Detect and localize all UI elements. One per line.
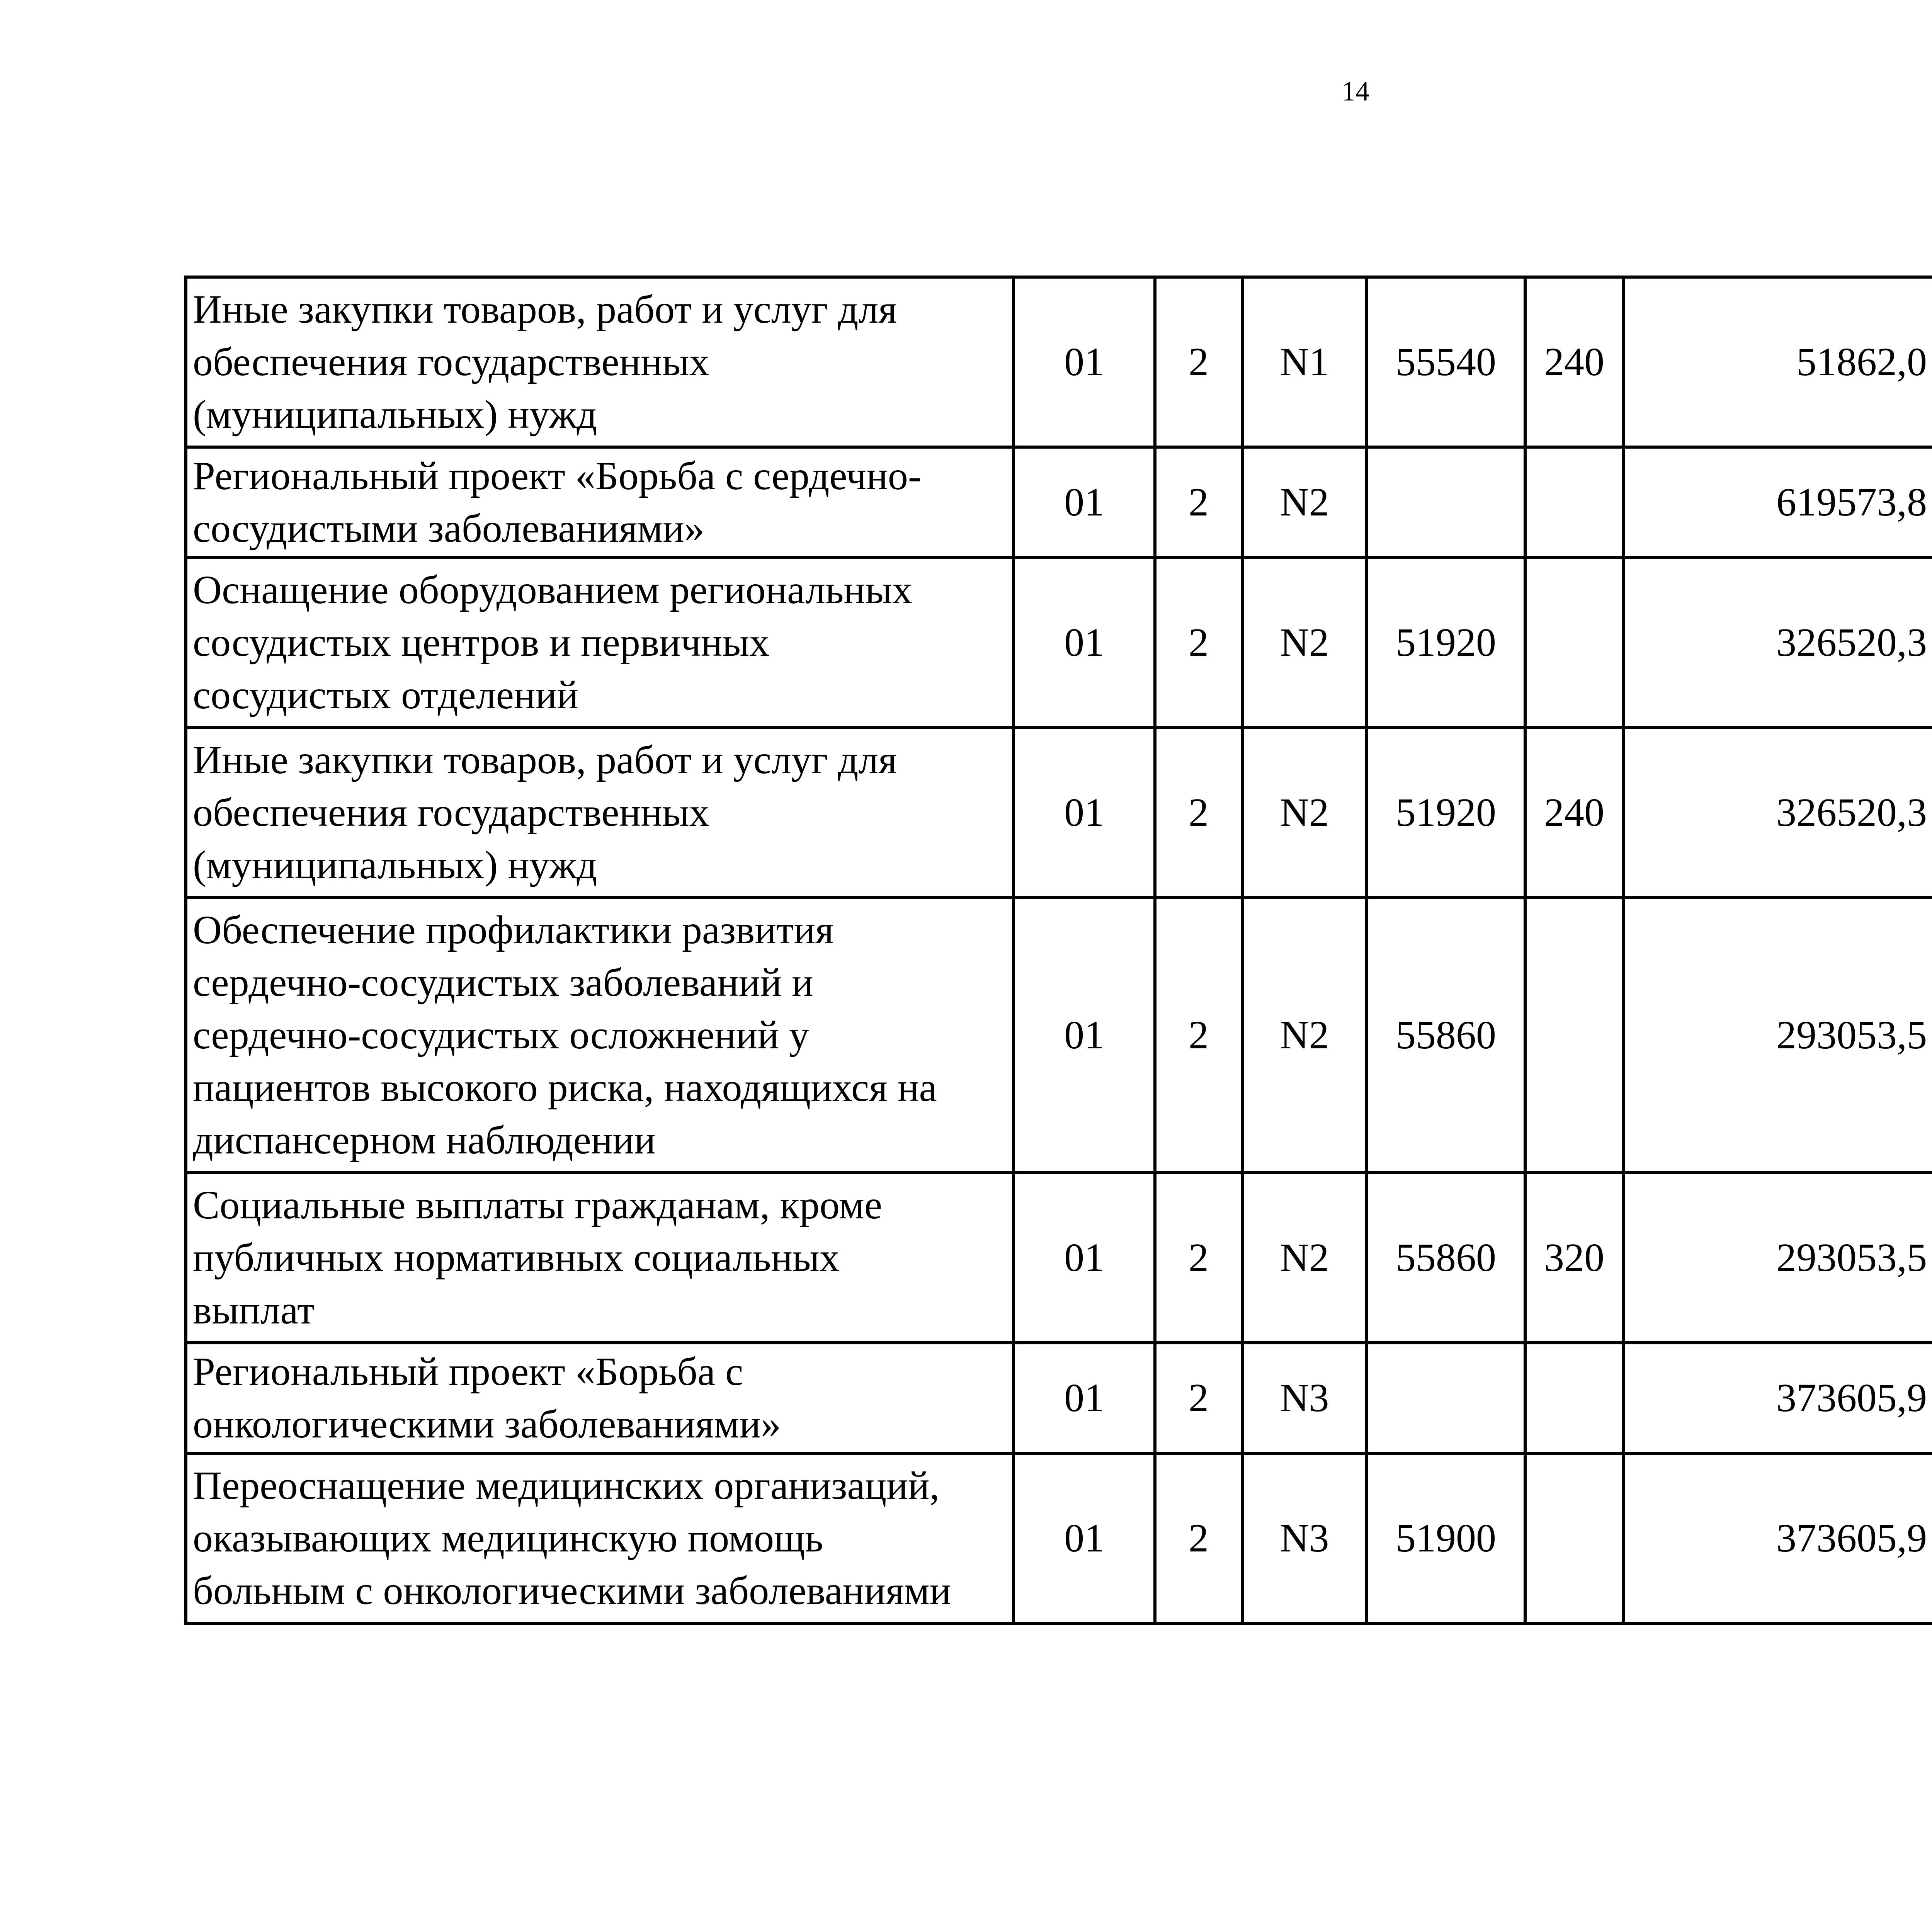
- row-code-5: 240: [1525, 728, 1623, 898]
- table-row: [186, 1453, 1932, 1623]
- row-code-4: 51920: [1367, 728, 1525, 898]
- table-row: [186, 728, 1932, 898]
- row-code-4: 55860: [1367, 898, 1525, 1173]
- row-code-1: 01: [1014, 1343, 1155, 1453]
- row-code-2: 2: [1155, 1173, 1242, 1343]
- row-value-1: 293053,5: [1623, 1173, 1932, 1343]
- row-code-4: [1367, 447, 1525, 558]
- row-code-2: 2: [1155, 1453, 1242, 1623]
- row-name: Иные закупки товаров, работ и услуг для обеспечения государственных (муниципальных) нужд: [186, 728, 1014, 898]
- row-code-5: [1525, 898, 1623, 1173]
- row-code-2: 2: [1155, 277, 1242, 447]
- row-value-1: 293053,5: [1623, 898, 1932, 1173]
- row-value-1: 373605,9: [1623, 1453, 1932, 1623]
- row-code-1: 01: [1014, 1173, 1155, 1343]
- row-code-1: 01: [1014, 277, 1155, 447]
- row-code-1: 01: [1014, 898, 1155, 1173]
- row-code-5: [1525, 1343, 1623, 1453]
- row-code-4: 55860: [1367, 1173, 1525, 1343]
- row-code-3: N2: [1242, 1173, 1367, 1343]
- row-name: Социальные выплаты гражданам, кроме публичных нормативных социальных выплат: [186, 1173, 1014, 1343]
- row-code-3: N2: [1242, 558, 1367, 728]
- row-value-1: 619573,8: [1623, 447, 1932, 558]
- row-code-5: [1525, 447, 1623, 558]
- row-code-2: 2: [1155, 447, 1242, 558]
- row-code-1: 01: [1014, 558, 1155, 728]
- row-code-2: 2: [1155, 898, 1242, 1173]
- row-code-4: 51920: [1367, 558, 1525, 728]
- table-row: [186, 558, 1932, 728]
- table-row: [186, 898, 1932, 1173]
- row-code-5: [1525, 1453, 1623, 1623]
- row-code-3: N1: [1242, 277, 1367, 447]
- row-code-1: 01: [1014, 1453, 1155, 1623]
- row-code-2: 2: [1155, 1343, 1242, 1453]
- table-row: [186, 1173, 1932, 1343]
- row-value-1: 326520,3: [1623, 558, 1932, 728]
- row-code-4: 55540: [1367, 277, 1525, 447]
- row-name: Региональный проект «Борьба с сердечно- сосудистыми заболеваниями»: [186, 447, 1014, 558]
- row-code-3: N3: [1242, 1343, 1367, 1453]
- row-code-2: 2: [1155, 728, 1242, 898]
- row-name: Иные закупки товаров, работ и услуг для обеспечения государственных (муниципальных) нужд: [186, 277, 1014, 447]
- row-code-4: 51900: [1367, 1453, 1525, 1623]
- row-code-3: N2: [1242, 898, 1367, 1173]
- row-code-3: N2: [1242, 447, 1367, 558]
- table-row: [186, 447, 1932, 558]
- row-code-3: N3: [1242, 1453, 1367, 1623]
- page-number: 14: [1342, 76, 1369, 107]
- row-code-1: 01: [1014, 447, 1155, 558]
- row-code-5: 240: [1525, 277, 1623, 447]
- row-name: Оснащение оборудованием региональных сосудистых центров и первичных сосудистых отделений: [186, 558, 1014, 728]
- row-code-1: 01: [1014, 728, 1155, 898]
- row-code-5: [1525, 558, 1623, 728]
- row-code-3: N2: [1242, 728, 1367, 898]
- budget-table: [184, 276, 1932, 1625]
- row-value-1: 51862,0: [1623, 277, 1932, 447]
- row-code-4: [1367, 1343, 1525, 1453]
- row-value-1: 326520,3: [1623, 728, 1932, 898]
- row-name: Обеспечение профилактики развития сердечно-сосудистых заболеваний и сердечно-сосудистых осложнений у пациентов высокого риска, находящихся на диспансерном наблюдении: [186, 898, 1014, 1173]
- table-row: [186, 1343, 1932, 1453]
- table-row: [186, 277, 1932, 447]
- row-value-1: 373605,9: [1623, 1343, 1932, 1453]
- row-name: Региональный проект «Борьба с онкологическими заболеваниями»: [186, 1343, 1014, 1453]
- row-name: Переоснащение медицинских организаций, оказывающих медицинскую помощь больным с онкологическими заболеваниями: [186, 1453, 1014, 1623]
- row-code-5: 320: [1525, 1173, 1623, 1343]
- row-code-2: 2: [1155, 558, 1242, 728]
